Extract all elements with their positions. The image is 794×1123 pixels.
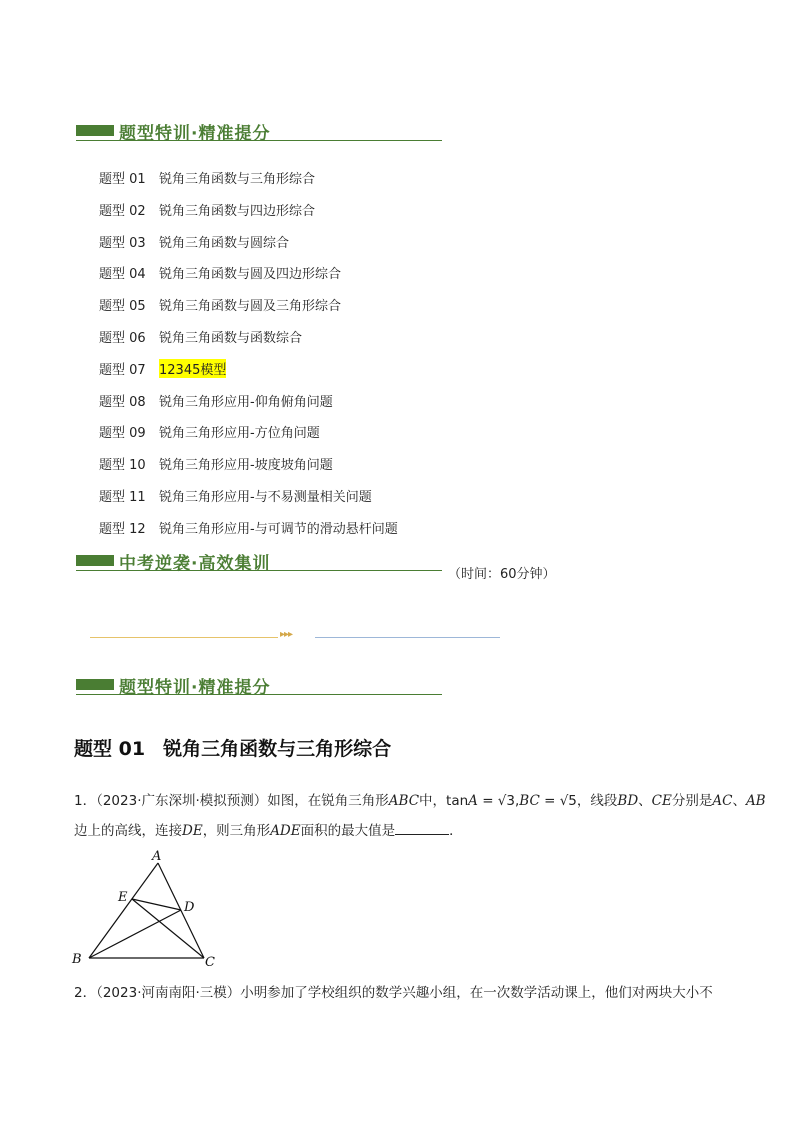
question-1-line-1	[74, 792, 766, 810]
toc-item-name: 锐角三角形应用-坡度坡角问题	[159, 458, 333, 473]
toc-item-number: 题型 10	[99, 458, 146, 473]
toc-item-number: 题型 05	[99, 299, 146, 314]
triangle-diagram	[68, 848, 224, 970]
toc-item-name: 锐角三角函数与四边形综合	[159, 204, 316, 219]
header-bar-decoration	[76, 555, 114, 566]
toc-item-number: 题型 03	[99, 236, 146, 251]
question-1-line-2	[74, 822, 463, 840]
header-rule	[76, 570, 442, 571]
label-a: A	[152, 849, 162, 864]
q1-math: = √3,	[477, 793, 520, 809]
time-limit-note: （时间：60分钟）	[448, 567, 556, 582]
section-header-practice	[76, 549, 442, 573]
header-rule	[76, 694, 442, 695]
header-rule	[76, 140, 442, 141]
toc-item-name-rest: 模型	[200, 363, 227, 378]
q1-math: AC	[712, 793, 733, 809]
label-d: D	[184, 900, 195, 915]
q1-text: = √5，线段	[539, 793, 618, 809]
topic-heading	[74, 734, 391, 761]
toc-item-name: 锐角三角形应用-方位角问题	[159, 426, 320, 441]
q1-math: BC	[519, 793, 540, 809]
divider-arrows-icon: ▸▸▸	[280, 629, 293, 640]
toc-item-number: 题型 06	[99, 331, 146, 346]
label-b: B	[72, 952, 82, 967]
q1-text: 面积的最大值是	[300, 823, 396, 839]
section-title: 题型特训·精准提分	[119, 124, 271, 144]
toc-item-name: 锐角三角函数与圆及三角形综合	[159, 299, 342, 314]
q1-text: ，则三角形	[202, 823, 271, 839]
q1-math: A	[468, 793, 478, 809]
segment-ab	[89, 863, 158, 958]
topic-number: 题型 01	[74, 738, 146, 760]
q1-math: DE	[182, 823, 203, 839]
q1-text: 、	[638, 793, 652, 809]
label-c: C	[205, 955, 215, 970]
answer-blank[interactable]	[395, 823, 449, 835]
topic-title: 锐角三角函数与三角形综合	[163, 738, 392, 760]
toc-item-number: 题型 01	[99, 172, 146, 187]
q1-text: 1．（2023·广东深圳·模拟预测）如图，在锐角三角形	[74, 793, 389, 809]
toc-item-name	[159, 359, 226, 378]
q1-math: AB	[745, 793, 766, 809]
toc-item-name: 锐角三角形应用-仰角俯角问题	[159, 395, 333, 410]
toc-item-name: 锐角三角函数与圆综合	[159, 236, 290, 251]
toc-item-number: 题型 04	[99, 267, 146, 282]
label-e: E	[118, 890, 128, 905]
toc-item-name: 锐角三角函数与函数综合	[159, 331, 303, 346]
toc-item-number: 题型 02	[99, 204, 146, 219]
q1-text: 、	[732, 793, 746, 809]
q1-math: BD	[617, 793, 639, 809]
toc-item-number: 题型 12	[99, 522, 146, 537]
toc-item-name: 锐角三角形应用-与可调节的滑动悬杆问题	[159, 522, 398, 537]
toc-item-number: 题型 11	[99, 490, 146, 505]
triangle-figure	[68, 848, 224, 970]
divider-line-left	[90, 637, 278, 638]
toc-item-number: 题型 08	[99, 395, 146, 410]
toc-item-number: 题型 07	[99, 363, 146, 378]
q1-math: ADE	[270, 823, 301, 839]
q1-math: CE	[651, 793, 672, 809]
header-bar-decoration	[76, 125, 114, 136]
toc-item-name: 锐角三角函数与三角形综合	[159, 172, 316, 187]
q1-text: 边上的高线，连接	[74, 823, 182, 839]
section-title: 题型特训·精准提分	[119, 678, 271, 698]
q1-text: 分别是	[671, 793, 713, 809]
section-header-training	[76, 119, 442, 143]
toc-item-name: 锐角三角函数与圆及四边形综合	[159, 267, 342, 282]
divider-line-right	[315, 637, 500, 638]
header-bar-decoration	[76, 679, 114, 690]
section-header-training	[76, 673, 442, 697]
question-2-line-1: 2．（2023·河南南阳·三模）小明参加了学校组织的数学兴趣小组，在一次数学活动课上，他们对两块大小不	[74, 985, 713, 1001]
segment-bd	[89, 910, 181, 958]
toc-item-name-highlight: 12345	[159, 363, 201, 378]
q1-text: 中，tan	[419, 793, 469, 809]
q1-text: ．	[449, 823, 463, 839]
section-title: 中考逆袭·高效集训	[119, 554, 271, 574]
toc-item-name: 锐角三角形应用-与不易测量相关问题	[159, 490, 372, 505]
toc-item-number: 题型 09	[99, 426, 146, 441]
q1-math: ABC	[388, 793, 420, 809]
